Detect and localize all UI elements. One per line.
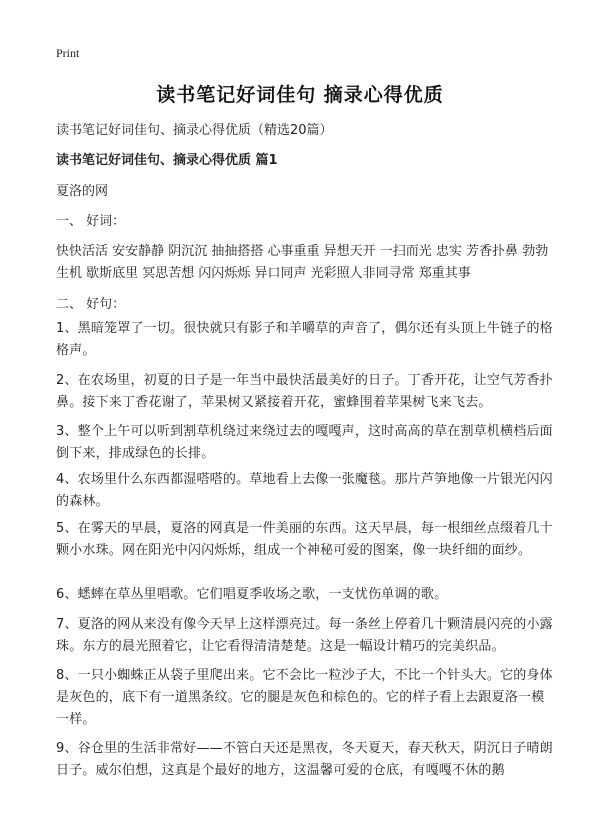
sentence-item: 8、一只小蜘蛛正从袋子里爬出来。它不会比一粒沙子大，不比一个针头大。它的身体是灰色的，底下有一道黑条纹。它的腿是灰色和棕色的。它的样子看上去跟夏洛一模一样。 [56, 668, 553, 727]
good-words-list: 快快活活 安安静静 阴沉沉 抽抽搭搭 心事重重 异想天开 一扫而光 忠实 芳香扑鼻 勃勃生机 歇斯底里 冥思苦想 闪闪烁烁 异口同声 光彩照人非同寻常 郑重其事 [56, 244, 549, 281]
document-title: 读书笔记好词佳句 摘录心得优质 [156, 84, 444, 106]
print-label: Print [56, 46, 80, 60]
sentence-item: 3、整个上午可以听到割草机绕过来绕过去的嘎嘎声，这时高高的草在割草机横档后面倒下来，排成绿色的长排。 [56, 424, 553, 461]
document-subtitle: 读书笔记好词佳句、摘录心得优质（精选20篇） [56, 123, 333, 138]
sentence-item: 6、蟋蟀在草丛里唱歌。它们唱夏季收场之歌，一支忧伤单调的歌。 [56, 587, 448, 602]
sentence-item: 5、在雾天的早晨，夏洛的网真是一件美丽的东西。这天早晨，每一根细丝点缀着几十颗小水珠。网在阳光中闪闪烁烁，组成一个神秘可爱的图案，像一块纤细的面纱。 [56, 521, 553, 558]
sentence-item: 2、在农场里，初夏的日子是一年当中最快活最美好的日子。丁香开花，让空气芳香扑鼻。接下来丁香花谢了，苹果树又紧接着开花，蜜蜂围着苹果树飞来飞去。 [56, 373, 553, 410]
section-heading: 读书笔记好词佳句、摘录心得优质 篇1 [56, 153, 278, 168]
sentence-item: 4、农场里什么东西都湿嗒嗒的。草地看上去像一张魔毯。那片芦笋地像一片银光闪闪的森林。 [56, 472, 553, 509]
good-words-heading: 一、 好词： [56, 214, 126, 229]
good-sentences-heading: 二、 好句： [56, 297, 126, 312]
sentence-item: 1、黑暗笼罩了一切。很快就只有影子和羊嚼草的声音了，偶尔还有头顶上牛链子的格格声。 [56, 321, 553, 358]
sentence-item: 7、夏洛的网从来没有像今天早上这样漂亮过。每一条丝上停着几十颗清晨闪亮的小露珠。东方的晨光照着它，让它看得清清楚楚。这是一幅设计精巧的完美织品。 [56, 617, 553, 654]
book-title: 夏洛的网 [56, 184, 109, 199]
sentence-item: 9、谷仓里的生活非常好——不管白天还是黑夜，冬天夏天，春天秋天，阴沉日子晴朗日子。威尔伯想，这真是个最好的地方，这温馨可爱的仓底，有嘎嘎不休的鹅 [56, 741, 553, 778]
